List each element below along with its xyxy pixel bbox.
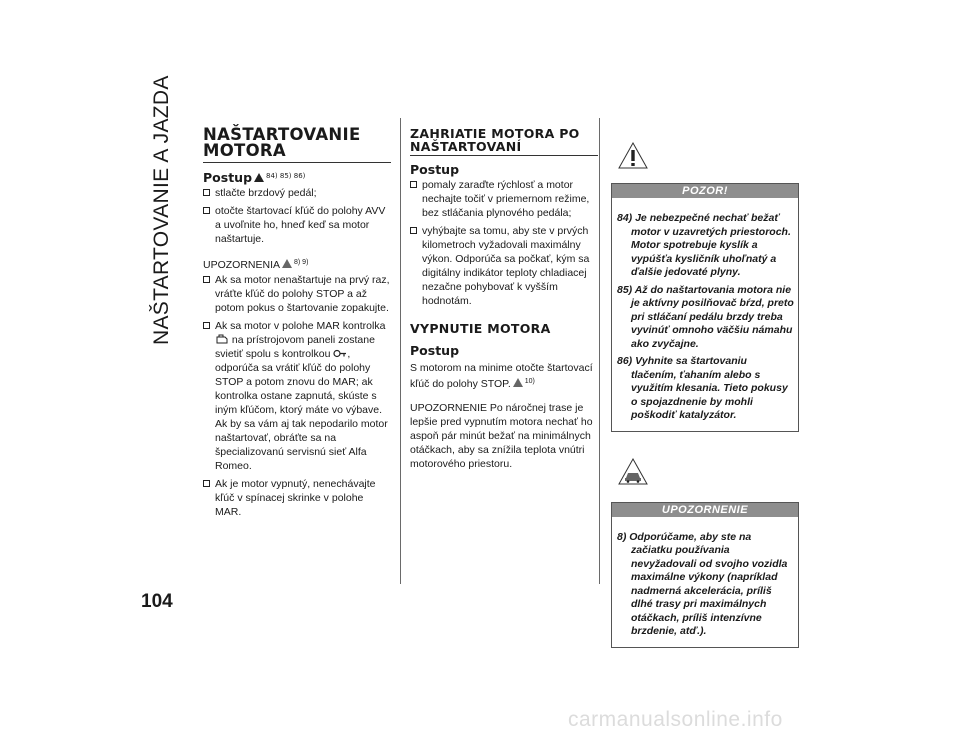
subheading-postup: Postup $^{84) 85) 86)}$ <box>203 170 306 185</box>
subheading-postup: Postup <box>410 343 460 358</box>
warning-item: 84) Je nebezpečné nechať bežať motor v uzavretých priestoroch. Motor spotrebuje kyslík a vypúšťa kysličník uhoľnatý a ďalšie jedovaté plyny. <box>617 212 791 278</box>
notice-label: UPOZORNENIA $^{8) 9)}$ <box>203 259 309 271</box>
column-warmup-shutdown <box>410 127 598 471</box>
notice-icon-area <box>611 448 799 502</box>
title-rule <box>203 162 391 163</box>
checkbox-bullet-icon <box>203 276 210 283</box>
notice-title-bar: UPOZORNENIE <box>612 503 798 517</box>
list-item: vyhýbajte sa tomu, aby ste v prvých kilometroch vyžadovali maximálny výkon. Odporúča sa počkať, kým sa digitálny indikátor teploty chladiacej nezačne pohybovať k vyšším hodnotám. <box>410 224 598 308</box>
checkbox-bullet-icon <box>203 189 210 196</box>
notice-triangle-icon <box>282 259 292 268</box>
column-divider <box>599 118 600 584</box>
exclamation-warning-icon <box>618 142 648 169</box>
car-notice-icon <box>618 458 648 485</box>
list-item: otočte štartovací kľúč do polohy AVV a uvoľnite ho, hneď keď sa motor naštartuje. <box>203 204 391 246</box>
page-number: 104 <box>141 591 173 612</box>
warning-title-bar: POZOR! <box>612 184 798 198</box>
warning-icon-area <box>611 127 799 183</box>
warning-triangle-icon <box>254 173 264 182</box>
list-item: pomaly zaraďte rýchlosť a motor nechajte točiť v priemernom režime, bez stláčania plynového pedála; <box>410 178 598 220</box>
warning-item: 86) Vyhnite sa štartovaniu tlačením, ťahaním alebo s využitím klesania. Tieto pokusy o spojazdnenie by mohli poškodiť katalyzátor. <box>617 355 788 421</box>
list-item: Ak sa motor nenaštartuje na prvý raz, vráťte kľúč do polohy STOP a až potom pokus o štartovanie zopakujte. <box>203 273 391 315</box>
column-warnings <box>611 127 799 648</box>
notice-item: 8) Odporúčame, aby ste na začiatku používania nevyžadovali od svojho vozidla maximálne výkony (napríklad nadmerná akcelerácia, príliš dlhé trasy pri maximálnych otáčkach, príliš intenzívne brzdenie, atď.). <box>617 530 788 637</box>
section-title: VYPNUTIE MOTORA <box>410 321 551 336</box>
checkbox-bullet-icon <box>203 207 210 214</box>
notice-triangle-icon <box>513 378 523 387</box>
checkbox-bullet-icon <box>410 227 417 234</box>
section-title: NAŠTARTOVANIE MOTORA <box>203 125 361 160</box>
warning-item: 85) Až do naštartovania motora nie je aktívny posilňovač bŕzd, preto pri stláčaní pedálu brzdy treba vyvinúť omnoho väčšiu námahu ako zvyčajne. <box>617 283 794 350</box>
column-divider <box>400 118 401 584</box>
engine-lamp-icon <box>215 334 229 345</box>
chapter-side-title: NAŠTARTOVANIE A JAZDA <box>150 75 173 345</box>
list-item: Ak je motor vypnutý, nenechávajte kľúč v spínacej skrinke v polohe MAR. <box>203 477 391 519</box>
paragraph: UPOZORNENIE Po náročnej trase je lepšie pred vypnutím motora nechať ho aspoň pár minút bežať na minimálnych otáčkach, aby sa znížila teplota vnútri motorového priestoru. <box>410 402 593 470</box>
checkbox-bullet-icon <box>203 480 210 487</box>
warning-box <box>611 183 799 432</box>
list-item: Ak sa motor v polohe MAR kontrolka na prístrojovom paneli zostane svietiť spolu s kontrolkou , odporúča sa vrátiť kľúč do polohy STOP a potom znovu do MAR; ak kontrolka ostane zapnutá, skúste s iným kľúčom, ktorý máte vo výbave. Ak by sa vám aj tak nepodarilo motor naštartovať, obráťte sa na špecializovanú servisnú sieť Alfa Romeo. <box>203 319 391 473</box>
subheading-postup: Postup <box>410 162 460 177</box>
paragraph: S motorom na minime otočte štartovací kľúč do polohy STOP. $^{10)}$ <box>410 362 593 390</box>
checkbox-bullet-icon <box>410 181 417 188</box>
notice-box <box>611 502 799 648</box>
key-lamp-icon <box>333 348 347 359</box>
title-rule <box>410 155 598 156</box>
watermark: carmanualsonline.info <box>568 708 783 731</box>
warning-refs: 84) 85) 86) <box>266 172 306 180</box>
column-starting-engine <box>203 127 391 523</box>
checkbox-bullet-icon <box>203 322 210 329</box>
list-item: stlačte brzdový pedál; <box>203 186 391 200</box>
section-title: ZAHRIATIE MOTORA PO NAŠTARTOVANÍ <box>410 126 580 154</box>
